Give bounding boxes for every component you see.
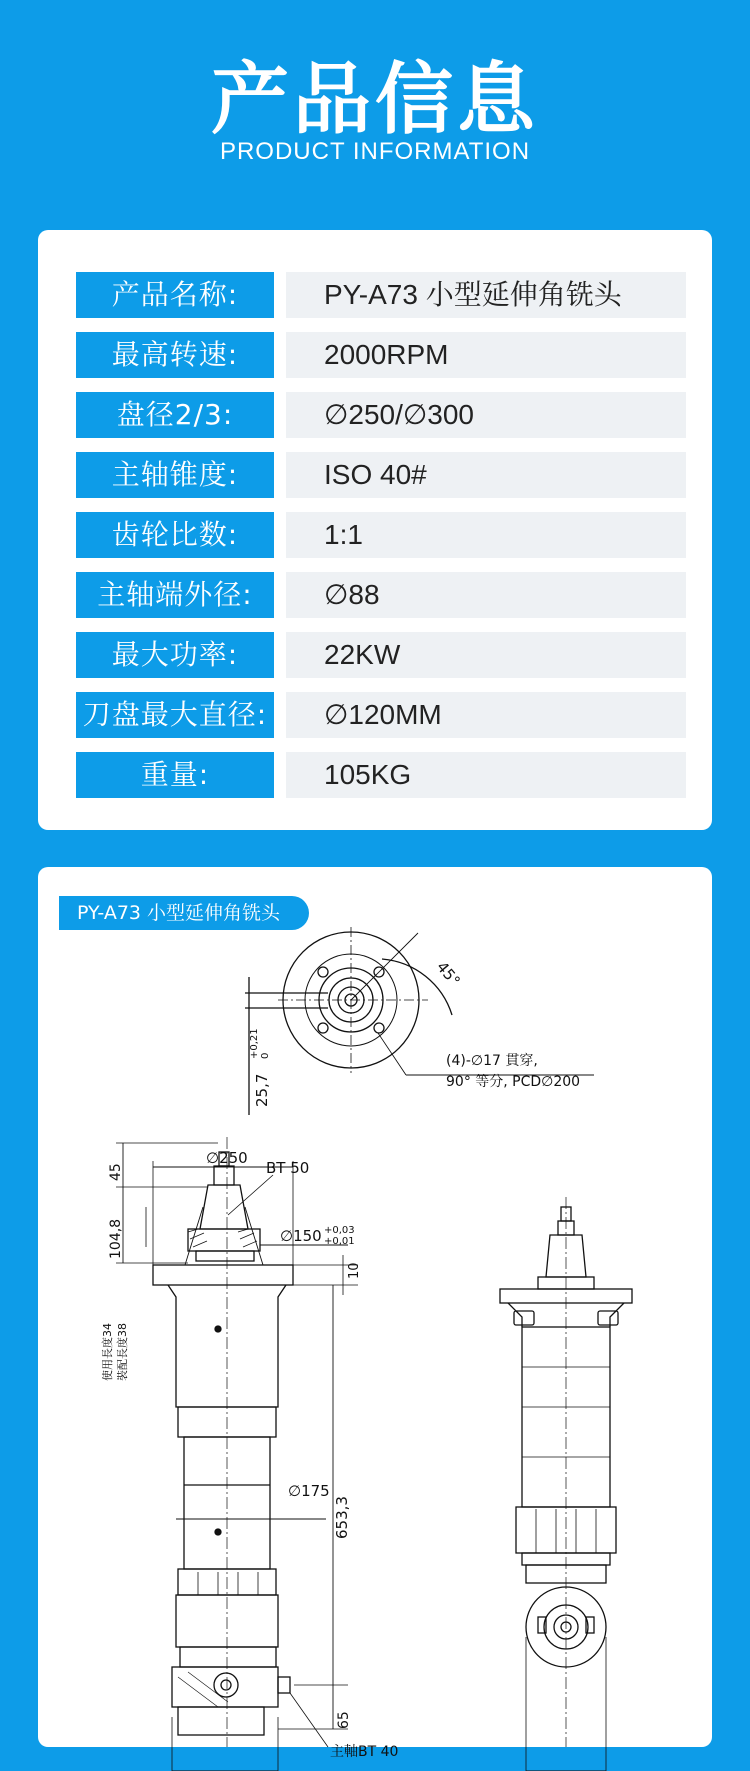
spec-row-taper xyxy=(76,452,686,498)
spec-card xyxy=(38,230,712,830)
dim-flange-tol-lower: 0 xyxy=(260,1052,271,1059)
spec-label: 产品名称: xyxy=(76,272,274,318)
spec-label: 刀盘最大直径: xyxy=(76,692,274,738)
dim-spindle: 主軸BT 40 xyxy=(330,1744,399,1760)
dim-d250: ∅250 xyxy=(206,1149,248,1167)
page-subtitle: PRODUCT INFORMATION xyxy=(219,138,531,165)
spec-row-od xyxy=(76,572,686,618)
spec-value: ISO 40# xyxy=(286,452,686,498)
side-view-right xyxy=(500,1197,632,1771)
spec-label: 最大功率: xyxy=(76,632,274,678)
dim-h45: 45 xyxy=(108,1163,124,1181)
spec-label: 重量: xyxy=(76,752,274,798)
spec-row-weight xyxy=(76,752,686,798)
spec-row-name xyxy=(76,272,686,318)
spec-label: 主轴端外径: xyxy=(76,572,274,618)
dim-h104: 104,8 xyxy=(108,1218,124,1259)
dim-use-length: 使用長度34 xyxy=(101,1323,114,1381)
spec-label: 最高转速: xyxy=(76,332,274,378)
spec-value: 1:1 xyxy=(286,512,686,558)
dim-d175: ∅175 xyxy=(288,1482,330,1500)
dim-d150: ∅150 xyxy=(280,1227,322,1245)
spec-value: 2000RPM xyxy=(286,332,686,378)
dim-fit-length: 裝配長度38 xyxy=(116,1323,129,1381)
spec-value: ∅88 xyxy=(286,572,686,618)
spec-label: 齿轮比数: xyxy=(76,512,274,558)
technical-drawing xyxy=(38,867,712,1760)
dim-h65: 65 xyxy=(336,1711,352,1729)
spec-value: PY-A73 小型延伸角铣头 xyxy=(286,272,686,318)
page-title: 产品信息 xyxy=(210,55,539,145)
spec-row-gear xyxy=(76,512,686,558)
dim-angle: 45° xyxy=(432,958,464,990)
spec-label: 主轴锥度: xyxy=(76,452,274,498)
spec-row-power xyxy=(76,632,686,678)
spec-value: 105KG xyxy=(286,752,686,798)
drawing-tag: PY-A73 小型延伸角铣头 xyxy=(59,896,309,930)
dim-holes: (4)-∅17 貫穿, xyxy=(446,1053,538,1069)
dim-flange-tol-upper: +0,21 xyxy=(249,1028,260,1059)
spec-value: ∅250/∅300 xyxy=(286,392,686,438)
spec-value: ∅120MM xyxy=(286,692,686,738)
spec-value: 22KW xyxy=(286,632,686,678)
spec-row-speed xyxy=(76,332,686,378)
spec-row-cutter xyxy=(76,692,686,738)
drawing-card xyxy=(38,867,712,1760)
dim-bt50: BT 50 xyxy=(266,1159,310,1177)
spec-label: 盘径2/3: xyxy=(76,392,274,438)
dim-d150-tol-upper: +0,03 xyxy=(324,1225,355,1236)
spec-row-disc xyxy=(76,392,686,438)
dim-flange-height: 25,7 xyxy=(253,1073,271,1107)
dim-d150-tol-lower: +0,01 xyxy=(324,1236,355,1247)
dim-holes-pattern: 90° 等分, PCD∅200 xyxy=(446,1074,581,1090)
dim-h10: 10 xyxy=(347,1262,362,1279)
dim-h653: 653,3 xyxy=(333,1496,351,1539)
